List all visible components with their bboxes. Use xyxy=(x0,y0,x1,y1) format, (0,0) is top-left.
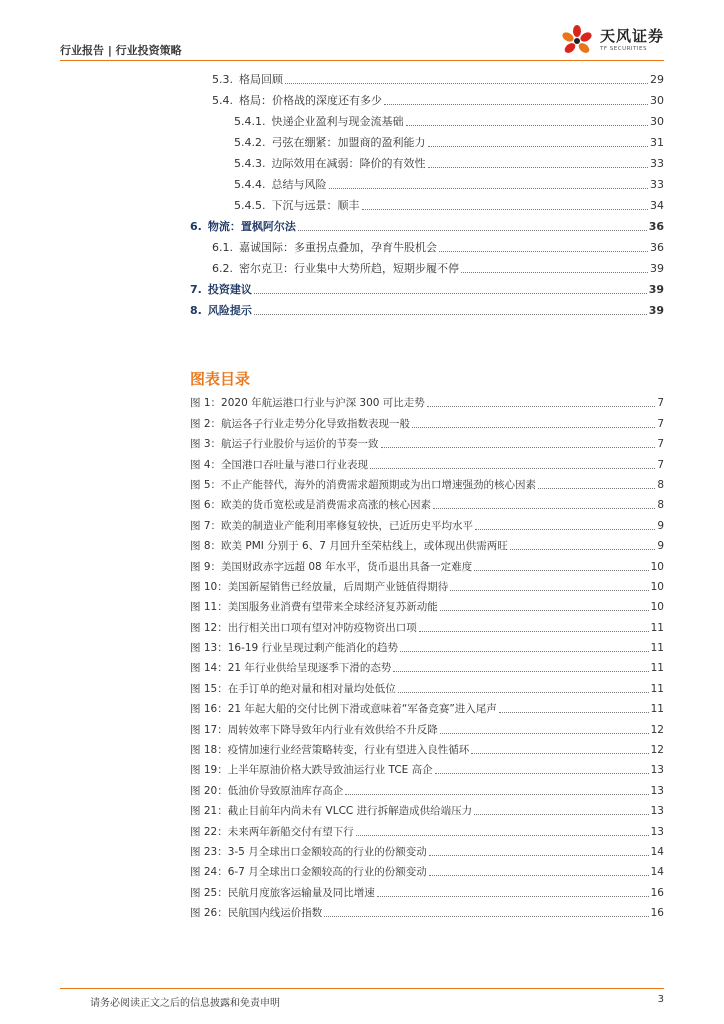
figure-entry-page: 10 xyxy=(650,580,664,593)
figure-entry-page: 11 xyxy=(650,703,664,716)
figure-entry[interactable] xyxy=(190,492,664,512)
flower-logo-icon xyxy=(560,24,594,58)
figure-entry-number: 图 10： xyxy=(190,580,228,593)
toc-leader-dots xyxy=(406,125,649,126)
toc-entry[interactable] xyxy=(190,192,664,213)
figure-leader-dots xyxy=(419,631,649,632)
toc-entry-number: 6.2. xyxy=(212,262,233,275)
figure-entry-number: 图 25： xyxy=(190,886,228,899)
figure-entry-number: 图 13： xyxy=(190,642,228,655)
figure-entry[interactable] xyxy=(190,879,664,899)
toc-entry[interactable] xyxy=(190,150,664,171)
figure-entry-number: 图 1： xyxy=(190,397,222,410)
figure-leader-dots xyxy=(440,610,649,611)
figure-entry[interactable] xyxy=(190,390,664,410)
toc-leader-dots xyxy=(254,293,647,294)
figure-entry-title: 周转效率下降导致年内行业有效供给不升反降 xyxy=(227,723,438,736)
toc-entry[interactable] xyxy=(190,255,664,276)
figure-entry-title: 出行相关出口项有望对冲防疫物资出口项 xyxy=(227,621,417,634)
figure-entry-number: 图 4： xyxy=(190,458,222,471)
figure-leader-dots xyxy=(345,794,648,795)
figure-entry-title: 欧美的制造业产能利用率修复较快，已近历史平均水平 xyxy=(221,519,474,532)
figure-entry-page: 16 xyxy=(650,907,664,920)
toc-entry[interactable] xyxy=(190,129,664,150)
toc-entry-title: 物流：置枫阿尔法 xyxy=(207,220,296,233)
toc-entry-page: 33 xyxy=(650,178,664,191)
toc-entry-page: 36 xyxy=(648,220,664,233)
toc-leader-dots xyxy=(329,188,649,189)
figure-entry[interactable] xyxy=(190,696,664,716)
figure-entry-title: 航运各子行业走势分化导致指数表现一般 xyxy=(221,417,411,430)
figure-entry-page: 7 xyxy=(657,458,664,471)
figure-entry-page: 10 xyxy=(650,560,664,573)
figure-leader-dots xyxy=(377,896,649,897)
figure-entry-page: 11 xyxy=(650,682,664,695)
figure-entry-page: 13 xyxy=(650,825,664,838)
figure-entry[interactable] xyxy=(190,900,664,920)
figure-leader-dots xyxy=(400,651,649,652)
table-of-contents xyxy=(190,66,664,318)
figure-entry-page: 11 xyxy=(650,662,664,675)
figure-entry[interactable] xyxy=(190,655,664,675)
figure-entry[interactable] xyxy=(190,777,664,797)
toc-entry-page: 39 xyxy=(650,262,664,275)
toc-entry-page: 29 xyxy=(650,73,664,86)
report-category: 行业报告 | 行业投资策略 xyxy=(60,44,182,57)
toc-entry[interactable] xyxy=(190,276,664,297)
figure-entry[interactable] xyxy=(190,574,664,594)
figure-entry-number: 图 23： xyxy=(190,845,228,858)
toc-leader-dots xyxy=(285,83,648,84)
toc-leader-dots xyxy=(461,272,648,273)
figure-entry-title: 未来两年新船交付有望下行 xyxy=(227,825,354,838)
figure-entry-number: 图 5： xyxy=(190,478,222,491)
figure-entry[interactable] xyxy=(190,451,664,471)
figure-leader-dots xyxy=(398,692,649,693)
toc-entry-number: 5.4. xyxy=(212,94,233,107)
toc-entry[interactable] xyxy=(190,213,664,234)
toc-entry-page: 36 xyxy=(650,241,664,254)
toc-entry-number: 8. xyxy=(190,304,202,317)
figure-entry-title: 民航月度旅客运输量及同比增速 xyxy=(227,886,375,899)
figure-entry-page: 14 xyxy=(650,866,664,879)
toc-leader-dots xyxy=(254,314,647,315)
figure-entry[interactable] xyxy=(190,472,664,492)
toc-entry-title: 总结与风险 xyxy=(271,178,327,191)
figure-entry-number: 图 18： xyxy=(190,744,228,757)
toc-entry-page: 31 xyxy=(650,136,664,149)
figure-entry-page: 12 xyxy=(650,723,664,736)
toc-entry[interactable] xyxy=(190,87,664,108)
figure-entry-number: 图 21： xyxy=(190,805,228,818)
figure-leader-dots xyxy=(538,488,655,489)
toc-leader-dots xyxy=(439,251,648,252)
toc-entry-page: 30 xyxy=(650,94,664,107)
figure-entry-page: 13 xyxy=(650,784,664,797)
figure-entry-title: 不止产能替代，海外的消费需求超预期或为出口增速强劲的核心因素 xyxy=(221,478,537,491)
figure-leader-dots xyxy=(433,508,655,509)
figure-entry-title: 美国服务业消费有望带来全球经济复苏新动能 xyxy=(227,601,438,614)
figure-leader-dots xyxy=(474,814,649,815)
figure-entry-number: 图 12： xyxy=(190,621,228,634)
figure-entry-page: 7 xyxy=(657,417,664,430)
figure-leader-dots xyxy=(412,427,655,428)
figure-entry-page: 9 xyxy=(657,540,664,553)
figure-entry[interactable] xyxy=(190,431,664,451)
figure-entry[interactable] xyxy=(190,512,664,532)
toc-entry-title: 边际效用在减弱：降价的有效性 xyxy=(271,157,426,170)
figure-entry[interactable] xyxy=(190,410,664,430)
page-footer xyxy=(60,988,664,1009)
figure-leader-dots xyxy=(356,835,649,836)
figure-entry-page: 12 xyxy=(650,744,664,757)
figure-entry-number: 图 7： xyxy=(190,519,222,532)
toc-entry-number: 5.4.3. xyxy=(234,157,266,170)
figure-entry-number: 图 2： xyxy=(190,417,222,430)
toc-entry-page: 39 xyxy=(648,283,664,296)
figure-leader-dots xyxy=(475,529,655,530)
toc-entry-page: 33 xyxy=(650,157,664,170)
figure-entry[interactable] xyxy=(190,594,664,614)
figure-entry[interactable] xyxy=(190,614,664,634)
figure-entry[interactable] xyxy=(190,859,664,879)
figure-entry-page: 8 xyxy=(657,499,664,512)
toc-entry-page: 30 xyxy=(650,115,664,128)
figure-entry-page: 8 xyxy=(657,478,664,491)
figure-entry-number: 图 6： xyxy=(190,499,222,512)
figure-leader-dots xyxy=(393,671,648,672)
figure-entry-title: 16-19 行业呈现过剩产能消化的趋势 xyxy=(227,642,399,655)
figure-entry-page: 11 xyxy=(650,621,664,634)
figure-entry[interactable] xyxy=(190,757,664,777)
toc-entry[interactable] xyxy=(190,234,664,255)
figure-leader-dots xyxy=(440,733,649,734)
toc-entry-number: 6.1. xyxy=(212,241,233,254)
figure-entry[interactable] xyxy=(190,533,664,553)
toc-entry-title: 下沉与远景：顺丰 xyxy=(271,199,360,212)
figure-entry-title: 上半年原油价格大跌导致油运行业 TCE 高企 xyxy=(227,764,433,777)
figure-entry-title: 疫情加速行业经营策略转变，行业有望进入良性循环 xyxy=(227,744,470,757)
figure-entry-title: 21 年起大船的交付比例下滑或意味着“军备竞赛”进入尾声 xyxy=(227,703,497,716)
footer-divider xyxy=(60,988,664,989)
figure-entry[interactable] xyxy=(190,818,664,838)
figure-entry-title: 3-5 月全球出口金额较高的行业的份额变动 xyxy=(227,845,427,858)
figures-list xyxy=(190,390,664,920)
header-divider xyxy=(60,60,664,61)
figure-entry-number: 图 26： xyxy=(190,907,228,920)
page-number: 3 xyxy=(657,994,664,1005)
toc-leader-dots xyxy=(384,104,648,105)
figure-entry-number: 图 16： xyxy=(190,703,228,716)
figure-entry[interactable] xyxy=(190,635,664,655)
figure-leader-dots xyxy=(370,468,655,469)
toc-entry-number: 5.4.2. xyxy=(234,136,266,149)
disclaimer-text: 请务必阅读正文之后的信息披露和免责申明 xyxy=(90,998,280,1009)
logo-name-cn: 天风证券 xyxy=(599,27,664,46)
toc-entry-title: 密尔克卫：行业集中大势所趋，短期步履不停 xyxy=(239,262,459,275)
figure-entry-title: 民航国内线运价指数 xyxy=(227,907,323,920)
toc-entry-page: 34 xyxy=(650,199,664,212)
figure-entry-title: 欧美的货币宽松或是消费需求高涨的核心因素 xyxy=(221,499,432,512)
figure-entry-number: 图 15： xyxy=(190,682,228,695)
figure-leader-dots xyxy=(381,447,656,448)
figure-entry-title: 截止目前年内尚未有 VLCC 进行拆解造成供给端压力 xyxy=(227,805,473,818)
figure-entry-page: 14 xyxy=(650,845,664,858)
figure-entry-title: 全国港口吞吐量与港口行业表现 xyxy=(221,458,369,471)
figure-leader-dots xyxy=(429,875,649,876)
company-logo xyxy=(560,24,664,58)
logo-name-en: TF SECURITIES xyxy=(599,46,647,53)
figure-leader-dots xyxy=(450,590,648,591)
toc-entry[interactable] xyxy=(190,171,664,192)
figure-leader-dots xyxy=(510,549,656,550)
figure-entry-number: 图 24： xyxy=(190,866,228,879)
figure-entry-title: 6-7 月全球出口金额较高的行业的份额变动 xyxy=(227,866,427,879)
figure-leader-dots xyxy=(435,773,649,774)
toc-entry-number: 5.4.4. xyxy=(234,178,266,191)
toc-entry-title: 嘉诚国际：多重拐点叠加，孕育牛股机会 xyxy=(239,241,437,254)
figure-leader-dots xyxy=(474,570,649,571)
figure-entry-title: 欧美 PMI 分别于 6、7 月回升至荣枯线上，或体现出供需两旺 xyxy=(221,540,508,553)
toc-leader-dots xyxy=(362,209,649,210)
toc-entry-title: 投资建议 xyxy=(207,283,252,296)
figure-entry-number: 图 19： xyxy=(190,764,228,777)
figure-entry-number: 图 14： xyxy=(190,662,228,675)
toc-entry-number: 5.4.5. xyxy=(234,199,266,212)
figure-entry-title: 在手订单的绝对量和相对量均处低位 xyxy=(227,682,396,695)
figure-entry-title: 2020 年航运港口行业与沪深 300 可比走势 xyxy=(221,397,425,410)
toc-leader-dots xyxy=(428,167,649,168)
figure-leader-dots xyxy=(471,753,648,754)
figure-entry-page: 11 xyxy=(650,642,664,655)
figure-entry-title: 美国财政赤字远超 08 年水平，货币退出具备一定难度 xyxy=(221,560,473,573)
toc-entry[interactable] xyxy=(190,297,664,318)
figure-entry-number: 图 3： xyxy=(190,438,222,451)
figure-entry-number: 图 20： xyxy=(190,784,228,797)
figure-entry-number: 图 22： xyxy=(190,825,228,838)
figure-leader-dots xyxy=(429,855,649,856)
figure-entry[interactable] xyxy=(190,737,664,757)
figure-entry-page: 7 xyxy=(657,438,664,451)
figure-entry[interactable] xyxy=(190,675,664,695)
toc-entry[interactable] xyxy=(190,66,664,87)
toc-entry-number: 5.3. xyxy=(212,73,233,86)
figure-entry-title: 航运子行业股价与运价的节奏一致 xyxy=(221,438,379,451)
toc-leader-dots xyxy=(298,230,647,231)
figure-entry[interactable] xyxy=(190,553,664,573)
toc-entry-title: 风险提示 xyxy=(207,304,252,317)
toc-entry-number: 5.4.1. xyxy=(234,115,266,128)
figure-entry-page: 16 xyxy=(650,886,664,899)
toc-entry-title: 快递企业盈利与现金流基础 xyxy=(271,115,404,128)
figure-entry[interactable] xyxy=(190,798,664,818)
figure-entry-page: 10 xyxy=(650,601,664,614)
figure-entry[interactable] xyxy=(190,716,664,736)
toc-entry-number: 7. xyxy=(190,283,202,296)
toc-leader-dots xyxy=(428,146,649,147)
figure-entry-title: 美国新屋销售已经放量，后周期产业链值得期待 xyxy=(227,580,449,593)
figure-entry[interactable] xyxy=(190,839,664,859)
toc-entry-title: 格局回顾 xyxy=(239,73,283,86)
figure-entry-number: 图 17： xyxy=(190,723,228,736)
figure-entry-page: 13 xyxy=(650,764,664,777)
toc-entry-number: 6. xyxy=(190,220,202,233)
figures-heading: 图表目录 xyxy=(190,370,251,388)
figure-leader-dots xyxy=(499,712,649,713)
figure-entry-page: 9 xyxy=(657,519,664,532)
figure-entry-title: 21 年行业供给呈现逐季下滑的态势 xyxy=(227,662,392,675)
figure-entry-number: 图 9： xyxy=(190,560,222,573)
toc-entry-title: 格局：价格战的深度还有多少 xyxy=(239,94,382,107)
toc-entry-page: 39 xyxy=(648,304,664,317)
page-header xyxy=(60,0,664,64)
figure-leader-dots xyxy=(324,916,648,917)
figure-entry-page: 7 xyxy=(657,397,664,410)
figure-entry-number: 图 11： xyxy=(190,601,228,614)
figure-entry-number: 图 8： xyxy=(190,540,222,553)
figure-leader-dots xyxy=(427,406,656,407)
figure-entry-page: 13 xyxy=(650,805,664,818)
toc-entry-title: 弓弦在绷紧：加盟商的盈利能力 xyxy=(271,136,426,149)
figure-entry-title: 低油价导致原油库存高企 xyxy=(227,784,344,797)
toc-entry[interactable] xyxy=(190,108,664,129)
